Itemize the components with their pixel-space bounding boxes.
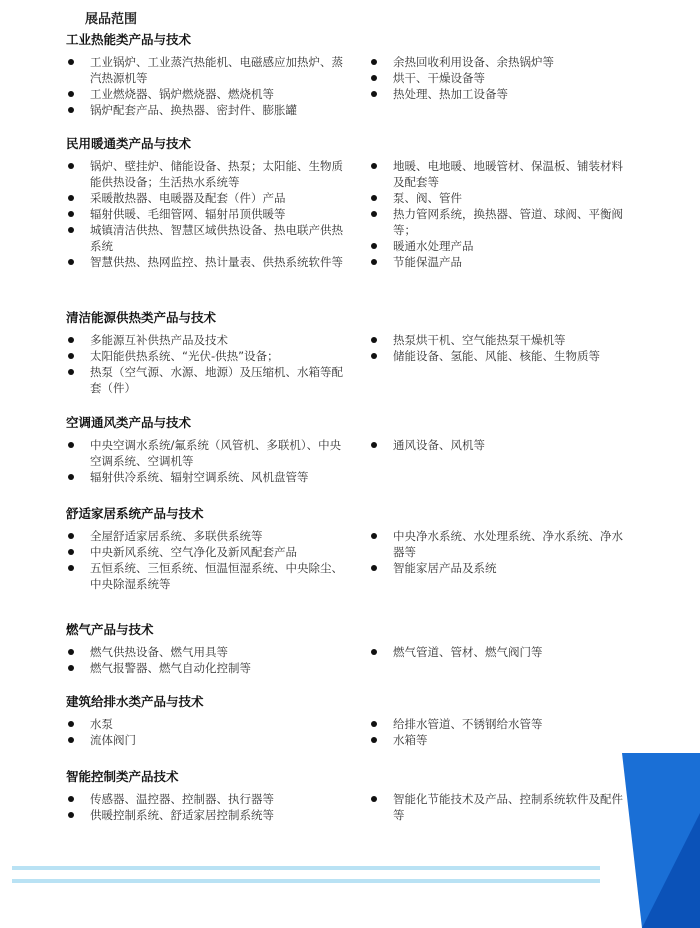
bullet-item: 传感器、温控器、控制器、执行器等 (66, 791, 349, 807)
corner-decoration (622, 753, 700, 928)
bullet-item: 流体阀门 (66, 732, 349, 748)
bullet-item: 水箱等 (369, 732, 629, 748)
section-columns (66, 437, 666, 485)
left-column-list (66, 332, 349, 396)
section-6 (66, 692, 666, 748)
bullet-item: 暖通水处理产品 (369, 238, 629, 254)
bullet-item: 五恒系统、三恒系统、恒温恒湿系统、中央除尘、中央除湿系统等 (66, 560, 349, 592)
right-column-list (369, 791, 629, 823)
right-column-list (369, 644, 629, 676)
left-column-list (66, 158, 349, 270)
bullet-item: 城镇清洁供热、智慧区域供热设备、热电联产供热系统 (66, 222, 349, 254)
section-title: 建筑给排水类产品与技术 (66, 694, 204, 709)
section-title: 民用暖通类产品与技术 (66, 136, 192, 151)
bullet-item: 智能化节能技术及产品、控制系统软件及配件等 (369, 791, 629, 823)
section-5 (66, 620, 666, 676)
bullet-item: 供暖控制系统、舒适家居控制系统等 (66, 807, 349, 823)
bullet-item: 锅炉、壁挂炉、储能设备、热泵；太阳能、生物质能供热设备；生活热水系统等 (66, 158, 349, 190)
bullet-item: 燃气供热设备、燃气用具等 (66, 644, 349, 660)
bullet-item: 热处理、热加工设备等 (369, 86, 629, 102)
left-column-list (66, 791, 349, 823)
bullet-item: 热泵烘干机、空气能热泵干燥机等 (369, 332, 629, 348)
bullet-item: 辐射供暖、毛细管网、辐射吊顶供暖等 (66, 206, 349, 222)
bullet-item: 采暖散热器、电暖器及配套（件）产品 (66, 190, 349, 206)
section-columns (66, 332, 666, 396)
left-column-list (66, 716, 349, 748)
bullet-item: 热泵（空气源、水源、地源）及压缩机、水箱等配套（件） (66, 364, 349, 396)
section-title: 清洁能源供热类产品与技术 (66, 310, 217, 325)
bullet-item: 热力管网系统，换热器、管道、球阀、平衡阀等； (369, 206, 629, 238)
bullet-item: 燃气管道、管材、燃气阀门等 (369, 644, 629, 660)
bullet-item: 工业锅炉、工业蒸汽热能机、电磁感应加热炉、蒸汽热源机等 (66, 54, 349, 86)
bullet-item: 太阳能供热系统、“光伏-供热”设备； (66, 348, 349, 364)
section-1 (66, 134, 666, 270)
section-title: 舒适家居系统产品与技术 (66, 506, 204, 521)
section-4 (66, 504, 666, 592)
bullet-item: 水泵 (66, 716, 349, 732)
page-title: 展品范围 (85, 12, 138, 27)
section-columns (66, 158, 666, 270)
section-columns (66, 528, 666, 592)
bullet-item: 辐射供冷系统、辐射空调系统、风机盘管等 (66, 469, 349, 485)
section-0 (66, 30, 666, 118)
right-column-list (369, 54, 629, 118)
left-column-list (66, 437, 349, 485)
bullet-item: 燃气报警器、燃气自动化控制等 (66, 660, 349, 676)
right-column-list (369, 158, 629, 270)
bullet-item: 通风设备、风机等 (369, 437, 629, 453)
section-3 (66, 413, 666, 485)
section-title: 空调通风类产品与技术 (66, 415, 192, 430)
bullet-item: 智慧供热、热网监控、热计量表、供热系统软件等 (66, 254, 349, 270)
section-columns (66, 716, 666, 748)
bullet-item: 地暖、电地暖、地暖管材、保温板、铺装材料及配套等 (369, 158, 629, 190)
decorative-line-top (12, 866, 600, 870)
left-column-list (66, 644, 349, 676)
section-title: 燃气产品与技术 (66, 622, 154, 637)
right-column-list (369, 716, 629, 748)
bullet-item: 中央新风系统、空气净化及新风配套产品 (66, 544, 349, 560)
section-title: 智能控制类产品技术 (66, 769, 179, 784)
section-columns (66, 54, 666, 118)
bullet-item: 中央空调水系统/氟系统（风管机、多联机）、中央空调系统、空调机等 (66, 437, 349, 469)
section-2 (66, 308, 666, 396)
bullet-item: 余热回收利用设备、余热锅炉等 (369, 54, 629, 70)
section-7 (66, 767, 666, 823)
left-column-list (66, 528, 349, 592)
bullet-item: 锅炉配套产品、换热器、密封件、膨胀罐 (66, 102, 349, 118)
bullet-item: 泵、阀、管件 (369, 190, 629, 206)
bullet-item: 全屋舒适家居系统、多联供系统等 (66, 528, 349, 544)
section-title: 工业热能类产品与技术 (66, 32, 192, 47)
right-column-list (369, 437, 629, 485)
bullet-item: 多能源互补供热产品及技术 (66, 332, 349, 348)
bullet-item: 给排水管道、不锈钢给水管等 (369, 716, 629, 732)
bullet-item: 工业燃烧器、锅炉燃烧器、燃烧机等 (66, 86, 349, 102)
right-column-list (369, 332, 629, 396)
right-column-list (369, 528, 629, 592)
bullet-item: 烘干、干燥设备等 (369, 70, 629, 86)
section-columns (66, 791, 666, 823)
section-columns (66, 644, 666, 676)
bullet-item: 智能家居产品及系统 (369, 560, 629, 576)
decorative-line-bottom (12, 879, 600, 883)
left-column-list (66, 54, 349, 118)
bullet-item: 储能设备、氢能、风能、核能、生物质等 (369, 348, 629, 364)
bullet-item: 中央净水系统、水处理系统、净水系统、净水器等 (369, 528, 629, 560)
bullet-item: 节能保温产品 (369, 254, 629, 270)
